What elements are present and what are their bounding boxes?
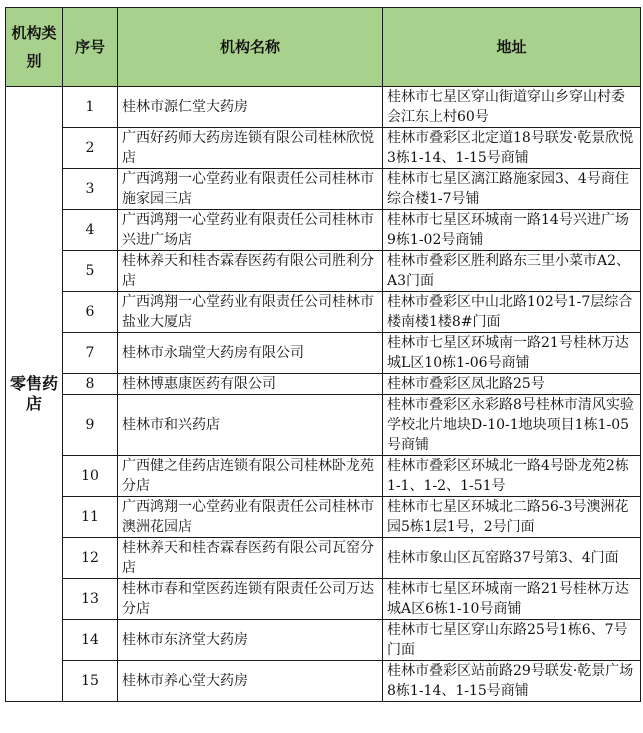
org-address: 桂林市叠彩区站前路29号联发·乾景广场8栋1-14、1-15号商铺: [383, 661, 641, 702]
table-body: [6, 87, 641, 702]
org-name: 广西鸿翔一心堂药业有限责任公司桂林市盐业大厦店: [118, 292, 383, 333]
table-row: [6, 497, 641, 538]
table-row: [6, 128, 641, 169]
row-index: 15: [63, 661, 118, 702]
table-row: [6, 169, 641, 210]
table-row: [6, 538, 641, 579]
org-address: 桂林市七星区穿山街道穿山乡穿山村委会江东上村60号: [383, 87, 641, 128]
org-address: 桂林市象山区瓦窑路37号第3、4门面: [383, 538, 641, 579]
org-name: 桂林市养心堂大药房: [118, 661, 383, 702]
org-address: 桂林市七星区漓江路施家园3、4号商住综合楼1-7号铺: [383, 169, 641, 210]
org-address: 桂林市叠彩区胜利路东三里小菜市A2、A3门面: [383, 251, 641, 292]
org-address: 桂林市七星区环城南一路21号桂林万达城L区10栋1-06号商铺: [383, 333, 641, 374]
org-name: 广西鸿翔一心堂药业有限责任公司桂林市兴进广场店: [118, 210, 383, 251]
org-name: 桂林市源仁堂大药房: [118, 87, 383, 128]
row-index: 2: [63, 128, 118, 169]
org-name: 桂林养天和桂杏霖春医药有限公司胜利分店: [118, 251, 383, 292]
org-address: 桂林市叠彩区北定道18号联发·乾景欣悦3栋1-14、1-15号商铺: [383, 128, 641, 169]
org-name: 广西好药师大药房连锁有限公司桂林欣悦店: [118, 128, 383, 169]
header-index: 序号: [63, 8, 118, 87]
row-index: 9: [63, 395, 118, 456]
row-index: 1: [63, 87, 118, 128]
table-row: [6, 333, 641, 374]
row-index: 6: [63, 292, 118, 333]
header-name: 机构名称: [118, 8, 383, 87]
org-address: 桂林市七星区环城南一路21号桂林万达城A区6栋1-10号商铺: [383, 579, 641, 620]
org-address: 桂林市叠彩区中山北路102号1-7层综合楼南楼1楼8#门面: [383, 292, 641, 333]
org-address: 桂林市七星区环城北二路56-3号澳洲花园5栋1层1号，2号门面: [383, 497, 641, 538]
org-name: 广西健之佳药店连锁有限公司桂林卧龙苑分店: [118, 456, 383, 497]
pharmacy-table: [5, 7, 641, 702]
table-row: [6, 374, 641, 395]
row-index: 8: [63, 374, 118, 395]
org-name: 桂林市永瑞堂大药房有限公司: [118, 333, 383, 374]
row-index: 4: [63, 210, 118, 251]
org-address: 桂林市七星区环城南一路14号兴进广场9栋1-02号商铺: [383, 210, 641, 251]
org-name: 桂林养天和桂杏霖春医药有限公司瓦窑分店: [118, 538, 383, 579]
header-category: 机构类别: [6, 8, 63, 87]
table-row: [6, 661, 641, 702]
org-name: 桂林市春和堂医药连锁有限责任公司万达分店: [118, 579, 383, 620]
table-row: [6, 292, 641, 333]
table-row: [6, 395, 641, 456]
category-cell: 零售药店: [6, 87, 63, 702]
row-index: 10: [63, 456, 118, 497]
table-row: [6, 620, 641, 661]
org-address: 桂林市叠彩区永彩路8号桂林市清风实验学校北片地块D-10-1地块项目1栋1-05号商铺: [383, 395, 641, 456]
org-name: 桂林市东济堂大药房: [118, 620, 383, 661]
table-row: [6, 579, 641, 620]
header-address: 地址: [383, 8, 641, 87]
table-row: [6, 251, 641, 292]
table-row: [6, 456, 641, 497]
org-address: 桂林市七星区穿山东路25号1栋6、7号门面: [383, 620, 641, 661]
org-name: 广西鸿翔一心堂药业有限责任公司桂林市施家园三店: [118, 169, 383, 210]
row-index: 13: [63, 579, 118, 620]
table-header-row: [6, 8, 641, 87]
row-index: 14: [63, 620, 118, 661]
table-row: [6, 210, 641, 251]
table-row: [6, 87, 641, 128]
org-address: 桂林市叠彩区凤北路25号: [383, 374, 641, 395]
row-index: 5: [63, 251, 118, 292]
org-name: 桂林市和兴药店: [118, 395, 383, 456]
org-name: 桂林博惠康医药有限公司: [118, 374, 383, 395]
org-name: 广西鸿翔一心堂药业有限责任公司桂林市澳洲花园店: [118, 497, 383, 538]
row-index: 7: [63, 333, 118, 374]
row-index: 11: [63, 497, 118, 538]
row-index: 12: [63, 538, 118, 579]
org-address: 桂林市叠彩区环城北一路4号卧龙苑2栋1-1、1-2、1-51号: [383, 456, 641, 497]
row-index: 3: [63, 169, 118, 210]
